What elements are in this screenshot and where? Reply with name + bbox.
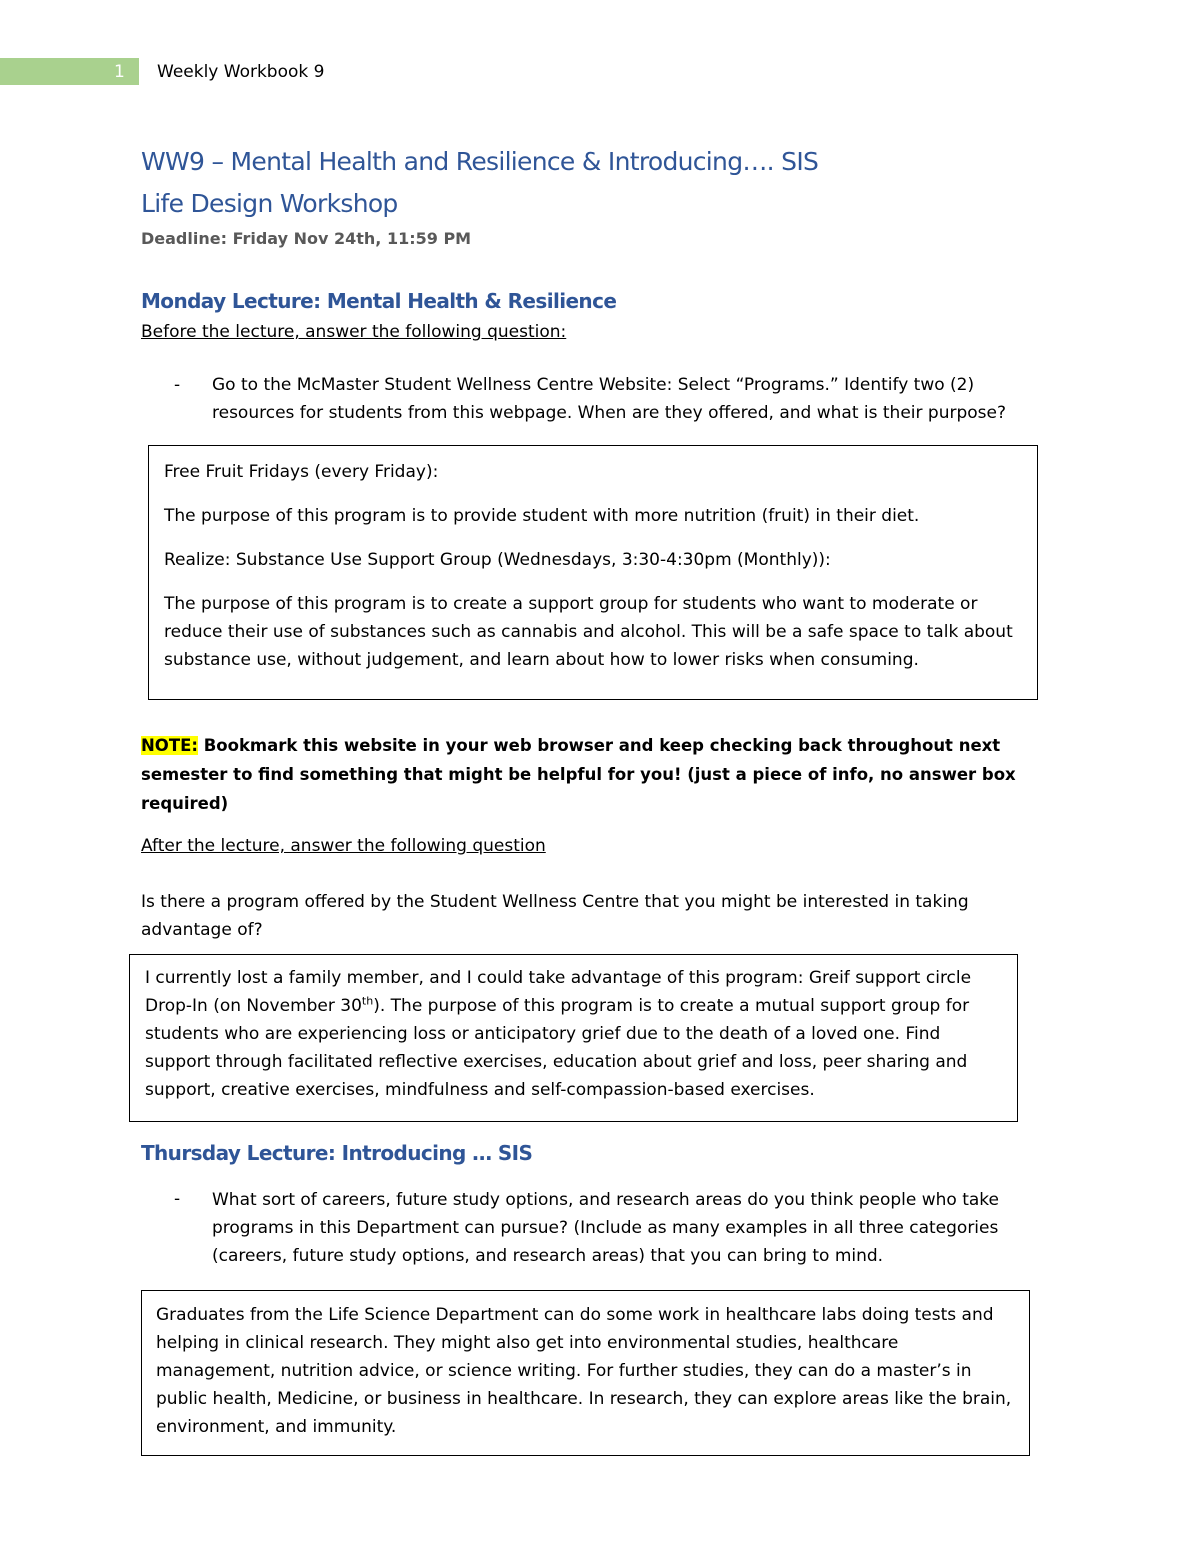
before-lecture-label: Before the lecture, answer the following question:: [141, 322, 567, 342]
after-lecture-label: After the lecture, answer the following question: [141, 836, 546, 856]
question-wellness-program: Is there a program offered by the Student Wellness Centre that you might be interested in taking advantage of?: [141, 892, 969, 940]
answer-wellness-text: [145, 964, 1003, 1104]
bullet-dash: -: [174, 1189, 181, 1209]
monday-question-line1: Go to the McMaster Student Wellness Centre Website: Select “Programs.” Identify two (2): [212, 375, 975, 395]
answer-careers-text: Graduates from the Life Science Department can do some work in healthcare labs doing tests and helping in clinical research. They might also get into environmental studies, healthcare management, nutrition advice, or science writing. For further studies, they can do a master’s in public health, Medicine, or business in healthcare. In research, they can explore areas like the brain, environment, and immunity.: [156, 1305, 1012, 1437]
note-paragraph: [141, 731, 1071, 818]
note-text: Bookmark this website in your web browser and keep checking back throughout next semester to find something that might be helpful for you! (just a piece of info, no answer box required): [141, 736, 1016, 813]
bullet-dash: -: [174, 375, 181, 395]
answer-wellness-part2: ). The purpose of this program is to create a mutual support group for students who are experiencing loss or anticipatory grief due to the death of a loved one. Find support through facilitated reflective exercises, education about grief and loss, peer sharing and support, creative exercises, mindfulness and self-compassion-based exercises.: [145, 996, 970, 1100]
thursday-question: What sort of careers, future study options, and research areas do you think people who take programs in this Department can pursue? (Include as many examples in all three categories (careers, future study options, and research areas) that you can bring to mind.: [212, 1190, 999, 1266]
page-number: 1: [114, 62, 125, 82]
answer-program1-purpose: The purpose of this program is to provide student with more nutrition (fruit) in their diet.: [164, 506, 920, 526]
document-title: WW9 – Mental Health and Resilience & Introducing…. SIS: [141, 147, 819, 176]
deadline: Deadline: Friday Nov 24th, 11:59 PM: [141, 229, 472, 248]
answer-box-wellness[interactable]: [129, 954, 1018, 1122]
answer-program2-purpose: The purpose of this program is to create a support group for students who want to moderate or reduce their use of substances such as cannabis and alcohol. This will be a safe space to talk about substance use, without judgement, and learn about how to lower risks when consuming.: [164, 594, 1013, 670]
answer-box-careers[interactable]: [141, 1290, 1030, 1456]
ordinal-superscript: th: [361, 994, 374, 1008]
answer-box-programs[interactable]: [148, 445, 1038, 700]
document-subtitle: Life Design Workshop: [141, 189, 398, 218]
running-header: Weekly Workbook 9: [157, 62, 325, 82]
answer-program1-title: Free Fruit Fridays (every Friday):: [164, 462, 439, 482]
note-label: NOTE:: [141, 736, 198, 755]
monday-heading: Monday Lecture: Mental Health & Resilience: [141, 289, 617, 313]
answer-program2-title: Realize: Substance Use Support Group (Wednesdays, 3:30-4:30pm (Monthly)):: [164, 550, 831, 570]
monday-question-line2: resources for students from this webpage. When are they offered, and what is their purpose?: [212, 403, 1006, 423]
answer-wellness-part1: I currently lost a family member, and I could take advantage of this program: Greif support circle Drop-In (on November 30: [145, 968, 972, 1016]
thursday-heading: Thursday Lecture: Introducing … SIS: [141, 1141, 533, 1165]
monday-question: [212, 371, 1092, 427]
